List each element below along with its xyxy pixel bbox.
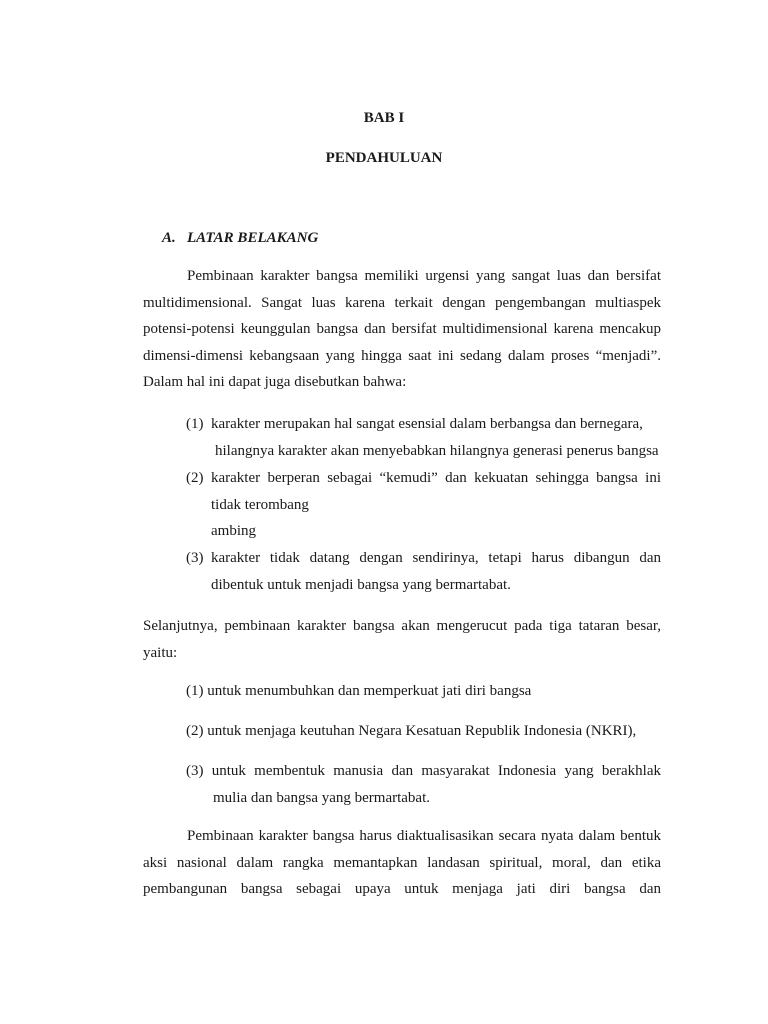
list-item: [186, 545, 661, 598]
list-item: [186, 465, 661, 545]
paragraph-line: Pembinaan karakter bangsa harus diaktualisasikan secara nyata dalam bentuk: [187, 828, 661, 844]
list-line: (1) untuk menumbuhkan dan memperkuat jati diri bangsa: [186, 683, 532, 699]
paragraph-line: potensi-potensi keunggulan bangsa dan bersifat multidimensional karena mencakup: [143, 321, 661, 337]
chapter-number: BAB I: [363, 110, 405, 126]
list-line: karakter tidak datang dengan sendirinya, tetapi harus dibangun dan: [211, 550, 661, 566]
list-item: [186, 758, 661, 811]
list-item-text: [211, 465, 661, 545]
list-line: (3) untuk membentuk manusia dan masyarakat Indonesia yang berakhlak: [186, 763, 661, 779]
paragraph-intro: [143, 263, 661, 396]
list-number: (2): [186, 470, 204, 486]
paragraph-aksi-nasional: [143, 823, 661, 903]
list-line: mulia dan bangsa yang bermartabat.: [213, 789, 431, 806]
paragraph-line: aksi nasional dalam rangka memantapkan landasan spiritual, moral, dan etika: [143, 854, 661, 871]
list-item: [186, 678, 661, 705]
section-letter: A.: [162, 230, 176, 246]
paragraph-line: yaitu:: [143, 644, 178, 661]
list-line: tidak terombang: [211, 496, 309, 513]
paragraph-line: Dalam hal ini dapat juga disebutkan bahwa:: [143, 374, 407, 390]
list-line: karakter berperan sebagai “kemudi” dan kekuatan sehingga bangsa ini: [211, 470, 661, 486]
section-title: LATAR BELAKANG: [187, 230, 319, 246]
list-number: (1): [186, 416, 204, 432]
list-line: dibentuk untuk menjadi bangsa yang bermartabat.: [211, 576, 511, 593]
paragraph-line: Selanjutnya, pembinaan karakter bangsa akan mengerucut pada tiga tataran besar,: [143, 618, 661, 634]
paragraph-tataran: [143, 613, 661, 666]
paragraph-line: multidimensional. Sangat luas karena terkait dengan pengembangan multiaspek: [143, 294, 661, 311]
section-heading: [162, 230, 318, 247]
list-item-text: [211, 545, 661, 598]
list-line: karakter merupakan hal sangat esensial dalam berbangsa dan bernegara,: [211, 416, 643, 432]
list-item: [186, 718, 661, 745]
chapter-title: PENDAHULUAN: [325, 150, 443, 166]
list-line: hilangnya karakter akan menyebabkan hilangnya generasi penerus bangsa: [215, 442, 659, 459]
list-item-text: [211, 411, 661, 464]
paragraph-line: dimensi-dimensi kebangsaan yang hingga saat ini sedang dalam proses “menjadi”.: [143, 347, 661, 364]
list-line: ambing: [211, 523, 256, 539]
paragraph-line: pembangunan bangsa sebagai upaya untuk menjaga jati diri bangsa dan: [143, 881, 661, 897]
paragraph-line: Pembinaan karakter bangsa memiliki urgensi yang sangat luas dan bersifat: [187, 268, 661, 284]
list-line: (2) untuk menjaga keutuhan Negara Kesatuan Republik Indonesia (NKRI),: [186, 723, 637, 739]
list-number: (3): [186, 550, 204, 566]
list-item: [186, 411, 661, 464]
